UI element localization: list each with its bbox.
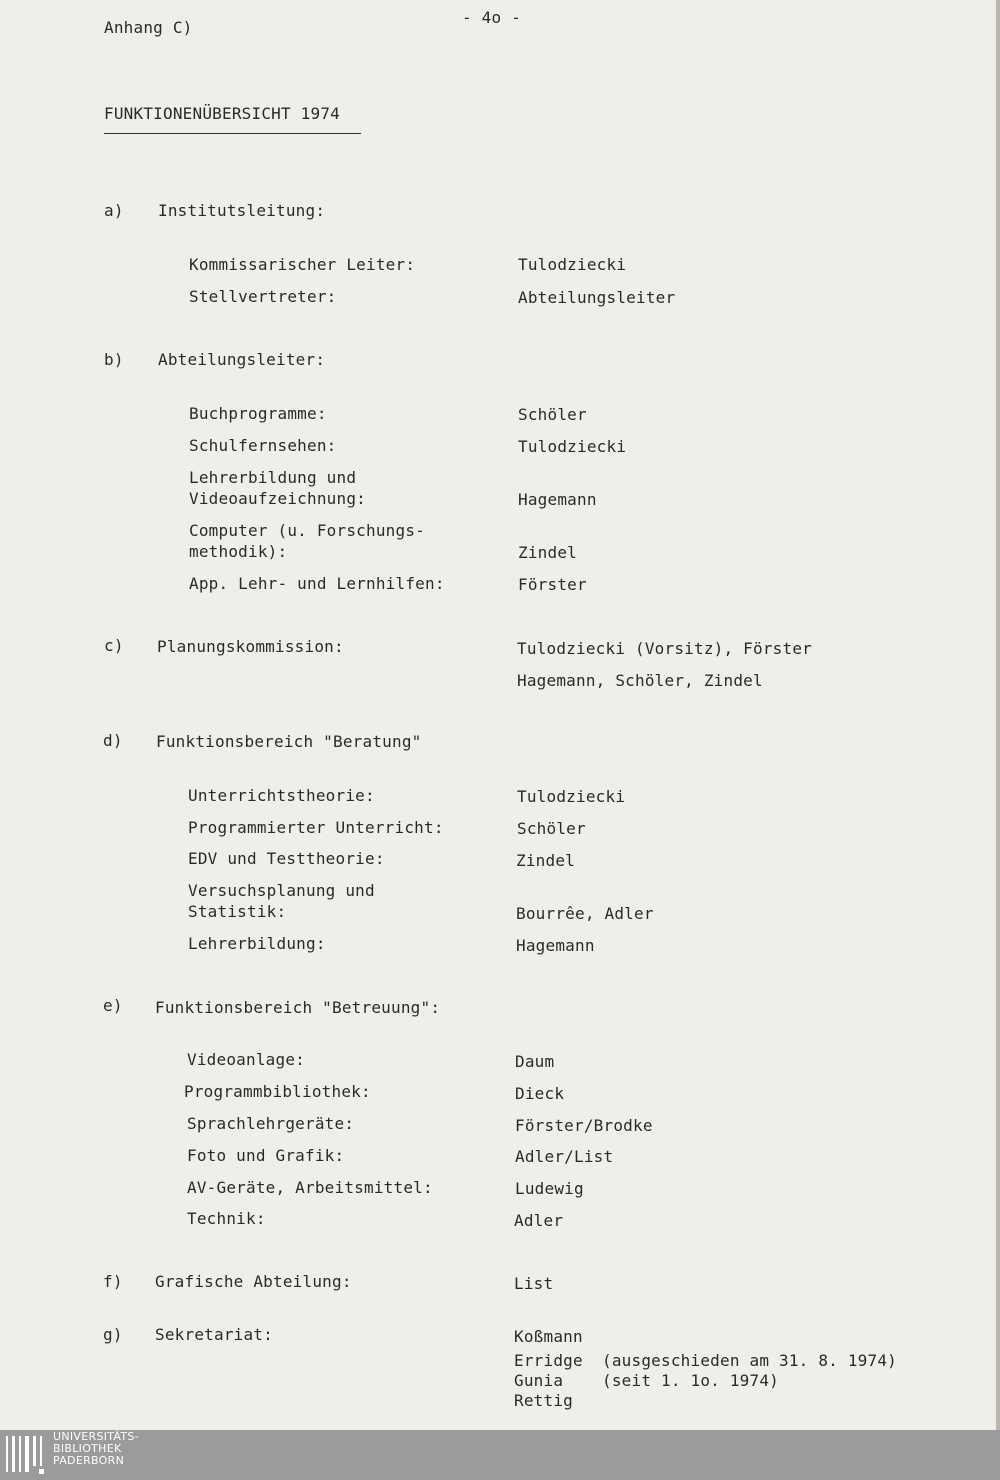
- page-edge-shadow: [996, 0, 1000, 1430]
- row-label: Computer (u. Forschungs-: [189, 521, 425, 540]
- row-value: List: [514, 1274, 554, 1293]
- row-value: Schöler: [517, 819, 586, 838]
- section-heading: Institutsleitung:: [158, 201, 326, 220]
- row-value: Adler/List: [515, 1147, 614, 1166]
- logo-line: BIBLIOTHEK: [53, 1442, 122, 1455]
- staff-name: Gunia: [514, 1371, 564, 1390]
- row-label-continued: Videoaufzeichnung:: [189, 489, 366, 508]
- row-value: Förster: [518, 575, 587, 594]
- row-label: Programmbibliothek:: [184, 1082, 371, 1101]
- row-label: Kommissarischer Leiter:: [189, 255, 416, 274]
- row-value: Ludewig: [515, 1179, 584, 1198]
- row-label: Versuchsplanung und: [188, 881, 375, 900]
- row-label-continued: Statistik:: [188, 902, 287, 921]
- row-value: Tulodziecki: [518, 255, 627, 274]
- row-label: Buchprogramme:: [189, 404, 327, 423]
- section-heading: Funktionsbereich "Beratung": [156, 732, 422, 751]
- section-letter: d): [103, 731, 123, 750]
- row-value: Tulodziecki: [517, 787, 626, 806]
- staff-note: (seit 1. 1o. 1974): [602, 1371, 779, 1390]
- section-letter: g): [103, 1325, 123, 1344]
- row-value: Schöler: [518, 405, 587, 424]
- section-heading: Grafische Abteilung:: [155, 1272, 352, 1291]
- row-value: Zindel: [518, 543, 577, 562]
- library-footer-bar: [0, 1430, 1000, 1480]
- page-number: - 4o -: [462, 8, 521, 27]
- section-letter: e): [103, 996, 123, 1015]
- row-label: AV-Geräte, Arbeitsmittel:: [187, 1178, 433, 1197]
- row-value: Daum: [515, 1052, 555, 1071]
- row-label: EDV und Testtheorie:: [188, 849, 385, 868]
- title-underline: [104, 133, 361, 134]
- library-logo-icon: [5, 1434, 47, 1476]
- row-label: Sprachlehrgeräte:: [187, 1114, 355, 1133]
- row-label: Schulfernsehen:: [189, 436, 337, 455]
- row-label: Programmierter Unterricht:: [188, 818, 444, 837]
- row-value: Zindel: [516, 851, 575, 870]
- row-value: Adler: [514, 1211, 564, 1230]
- row-value: Tulodziecki: [518, 437, 627, 456]
- section-letter: b): [104, 350, 124, 369]
- section-heading: Abteilungsleiter:: [158, 350, 326, 369]
- page-title: FUNKTIONENÜBERSICHT 1974: [104, 104, 340, 123]
- row-label: App. Lehr- und Lernhilfen:: [189, 574, 445, 593]
- section-letter: f): [103, 1272, 123, 1291]
- staff-note: (ausgeschieden am 31. 8. 1974): [602, 1351, 897, 1370]
- row-label: Lehrerbildung:: [188, 934, 326, 953]
- logo-line: UNIVERSITÄTS-: [53, 1430, 139, 1443]
- section-heading: Funktionsbereich "Betreuung":: [155, 998, 441, 1017]
- section-letter: a): [104, 201, 124, 220]
- row-value: Dieck: [515, 1084, 565, 1103]
- logo-line: PADERBORN: [53, 1454, 125, 1467]
- row-label: Foto und Grafik:: [187, 1146, 345, 1165]
- row-value: Tulodziecki (Vorsitz), Förster: [517, 639, 812, 658]
- row-label: Technik:: [187, 1209, 266, 1228]
- row-value: Hagemann, Schöler, Zindel: [517, 671, 763, 690]
- row-label: Videoanlage:: [187, 1050, 305, 1069]
- row-label: Lehrerbildung und: [189, 468, 357, 487]
- appendix-label: Anhang C): [104, 18, 193, 37]
- section-heading: Sekretariat:: [155, 1325, 273, 1344]
- row-label: Unterrichtstheorie:: [188, 786, 375, 805]
- row-value: Bourrêe, Adler: [516, 904, 654, 923]
- staff-name: Erridge: [514, 1351, 583, 1370]
- row-label: Stellvertreter:: [189, 287, 337, 306]
- row-label-continued: methodik):: [189, 542, 288, 561]
- section-heading: Planungskommission:: [157, 637, 344, 656]
- staff-name: Rettig: [514, 1391, 573, 1410]
- library-logo-text: [53, 1431, 139, 1467]
- staff-name: Koßmann: [514, 1327, 583, 1346]
- row-value: Hagemann: [516, 936, 595, 955]
- section-letter: c): [104, 636, 124, 655]
- row-value: Hagemann: [518, 490, 597, 509]
- row-value: Förster/Brodke: [515, 1116, 653, 1135]
- row-value: Abteilungsleiter: [518, 288, 676, 307]
